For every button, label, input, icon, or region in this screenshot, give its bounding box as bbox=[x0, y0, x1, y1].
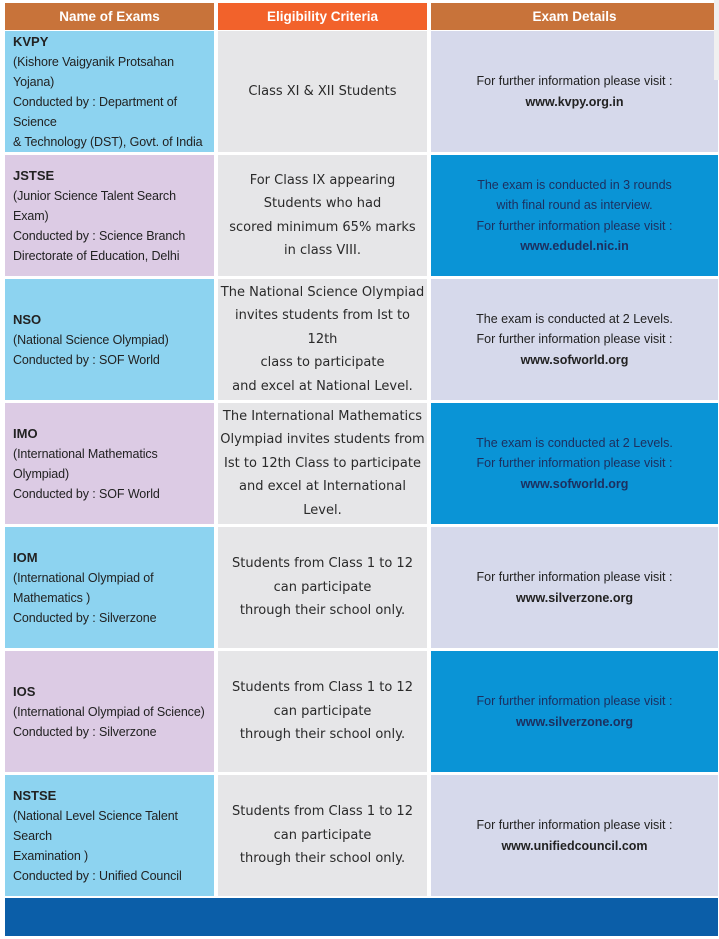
exam-details-cell bbox=[431, 31, 718, 152]
eligibility-line: Students from Class 1 to 12 bbox=[232, 556, 413, 572]
exam-name: IOS bbox=[13, 683, 36, 699]
eligibility-line: The International Mathematics bbox=[222, 408, 423, 424]
exam-name-cell bbox=[5, 403, 214, 524]
exam-details-line: For further information please visit : bbox=[476, 218, 673, 233]
exam-description-line: (Kishore Vaigyanik Protsahan Yojana) bbox=[13, 54, 174, 89]
exam-details-cell bbox=[431, 279, 718, 400]
eligibility-line: through their school only. bbox=[239, 727, 406, 743]
exam-name-cell bbox=[5, 651, 214, 772]
exam-description-line: Conducted by : SOF World bbox=[13, 486, 160, 501]
exam-name: KVPY bbox=[13, 33, 49, 49]
exam-description-line: (National Level Science Talent Search bbox=[13, 808, 178, 843]
eligibility-line: Class XI & XII Students bbox=[248, 83, 397, 99]
eligibility-cell bbox=[218, 279, 427, 400]
exam-description-line: (National Science Olympiad) bbox=[13, 332, 169, 347]
exam-description-line: Conducted by : Unified Council bbox=[13, 868, 182, 883]
table-row bbox=[5, 527, 718, 648]
exam-name: JSTSE bbox=[13, 167, 55, 183]
exam-name-cell bbox=[5, 279, 214, 400]
eligibility-line: can participate bbox=[273, 579, 372, 595]
table-row bbox=[5, 155, 718, 276]
eligibility-line: The National Science Olympiad bbox=[220, 284, 425, 300]
eligibility-line: and excel at International Level. bbox=[239, 479, 406, 518]
exam-name-cell bbox=[5, 31, 214, 152]
exam-details-cell bbox=[431, 527, 718, 648]
exam-description-line: Directorate of Education, Delhi bbox=[13, 248, 180, 263]
eligibility-line: Students who had bbox=[263, 196, 382, 211]
header-eligibility-criteria: Eligibility Criteria bbox=[218, 3, 427, 30]
eligibility-line: through their school only. bbox=[239, 603, 406, 619]
exam-website-link[interactable]: www.silverzone.org bbox=[516, 590, 633, 605]
exam-description-line: & Technology (DST), Govt. of India bbox=[13, 134, 203, 149]
eligibility-line: can participate bbox=[273, 703, 372, 719]
exam-description-line: (International Olympiad of Science) bbox=[13, 704, 205, 719]
table-row bbox=[5, 775, 718, 896]
eligibility-cell bbox=[218, 651, 427, 772]
exam-description-line: Examination ) bbox=[13, 848, 89, 863]
eligibility-line: class to participate bbox=[260, 355, 385, 371]
exam-name: NSO bbox=[13, 311, 42, 327]
exam-website-link[interactable]: www.sofworld.org bbox=[520, 476, 629, 491]
exam-details-line: The exam is conducted in 3 rounds bbox=[477, 177, 672, 192]
exam-website-link[interactable]: www.kvpy.org.in bbox=[525, 94, 624, 109]
exam-website-link[interactable]: www.edudel.nic.in bbox=[520, 239, 629, 253]
exam-description-line: (International Mathematics Olympiad) bbox=[13, 446, 158, 481]
eligibility-line: Students from Class 1 to 12 bbox=[232, 680, 413, 696]
exam-details-cell bbox=[431, 775, 718, 896]
exam-name-cell bbox=[5, 527, 214, 648]
eligibility-line: scored minimum 65% marks bbox=[229, 219, 416, 235]
header-exam-details: Exam Details bbox=[431, 3, 718, 30]
exam-website-link[interactable]: www.unifiedcouncil.com bbox=[501, 838, 648, 853]
exam-description-line: Conducted by : Department of Science bbox=[13, 94, 177, 129]
eligibility-line: Ist to 12th Class to participate bbox=[224, 455, 421, 471]
eligibility-line: For Class IX appearing bbox=[249, 172, 396, 188]
eligibility-cell bbox=[218, 155, 427, 276]
exam-website-link[interactable]: www.sofworld.org bbox=[520, 352, 629, 367]
exam-details-line: with final round as interview. bbox=[496, 198, 653, 212]
eligibility-cell bbox=[218, 775, 427, 896]
exam-details-line: For further information please visit : bbox=[476, 818, 673, 832]
exam-details-cell bbox=[431, 651, 718, 772]
exam-description-line: Conducted by : Silverzone bbox=[13, 724, 157, 739]
table-row bbox=[5, 651, 718, 772]
eligibility-cell bbox=[218, 527, 427, 648]
exam-details-line: For further information please visit : bbox=[476, 74, 673, 88]
exam-description-line: (Junior Science Talent Search Exam) bbox=[13, 188, 176, 223]
exam-details-line: The exam is conducted at 2 Levels. bbox=[476, 311, 673, 326]
exam-name-cell bbox=[5, 155, 214, 276]
exam-description-line: Conducted by : SOF World bbox=[13, 352, 160, 367]
scroll-edge bbox=[714, 0, 719, 80]
exam-description-line: Conducted by : Science Branch bbox=[13, 228, 186, 243]
exam-details-line: For further information please visit : bbox=[476, 332, 673, 347]
exam-name-cell bbox=[5, 775, 214, 896]
table-row bbox=[5, 279, 718, 400]
eligibility-line: Students from Class 1 to 12 bbox=[232, 804, 413, 820]
footer-bar bbox=[5, 898, 718, 936]
eligibility-cell bbox=[218, 403, 427, 524]
exam-details-cell bbox=[431, 403, 718, 524]
exam-name: NSTSE bbox=[13, 787, 57, 803]
eligibility-line: Olympiad invites students from bbox=[220, 432, 425, 448]
exam-details-line: For further information please visit : bbox=[476, 456, 673, 471]
eligibility-line: and excel at National Level. bbox=[232, 378, 413, 394]
eligibility-line: can participate bbox=[273, 827, 372, 843]
table-row bbox=[5, 31, 718, 152]
table-row bbox=[5, 403, 718, 524]
eligibility-line: in class VIII. bbox=[284, 243, 361, 258]
eligibility-line: invites students from Ist to 12th bbox=[234, 308, 411, 347]
exam-details-line: For further information please visit : bbox=[476, 694, 673, 708]
exam-details-line: The exam is conducted at 2 Levels. bbox=[476, 435, 673, 450]
eligibility-line: through their school only. bbox=[239, 851, 406, 867]
exam-details-line: For further information please visit : bbox=[476, 570, 673, 584]
exam-name: IMO bbox=[13, 425, 38, 441]
exam-description-line: Conducted by : Silverzone bbox=[13, 610, 157, 625]
eligibility-cell bbox=[218, 31, 427, 152]
header-name-of-exams: Name of Exams bbox=[5, 3, 214, 30]
exam-description-line: (International Olympiad of Mathematics ) bbox=[13, 570, 154, 605]
exam-name: IOM bbox=[13, 549, 38, 565]
exam-details-cell bbox=[431, 155, 718, 276]
exam-website-link[interactable]: www.silverzone.org bbox=[516, 714, 633, 729]
